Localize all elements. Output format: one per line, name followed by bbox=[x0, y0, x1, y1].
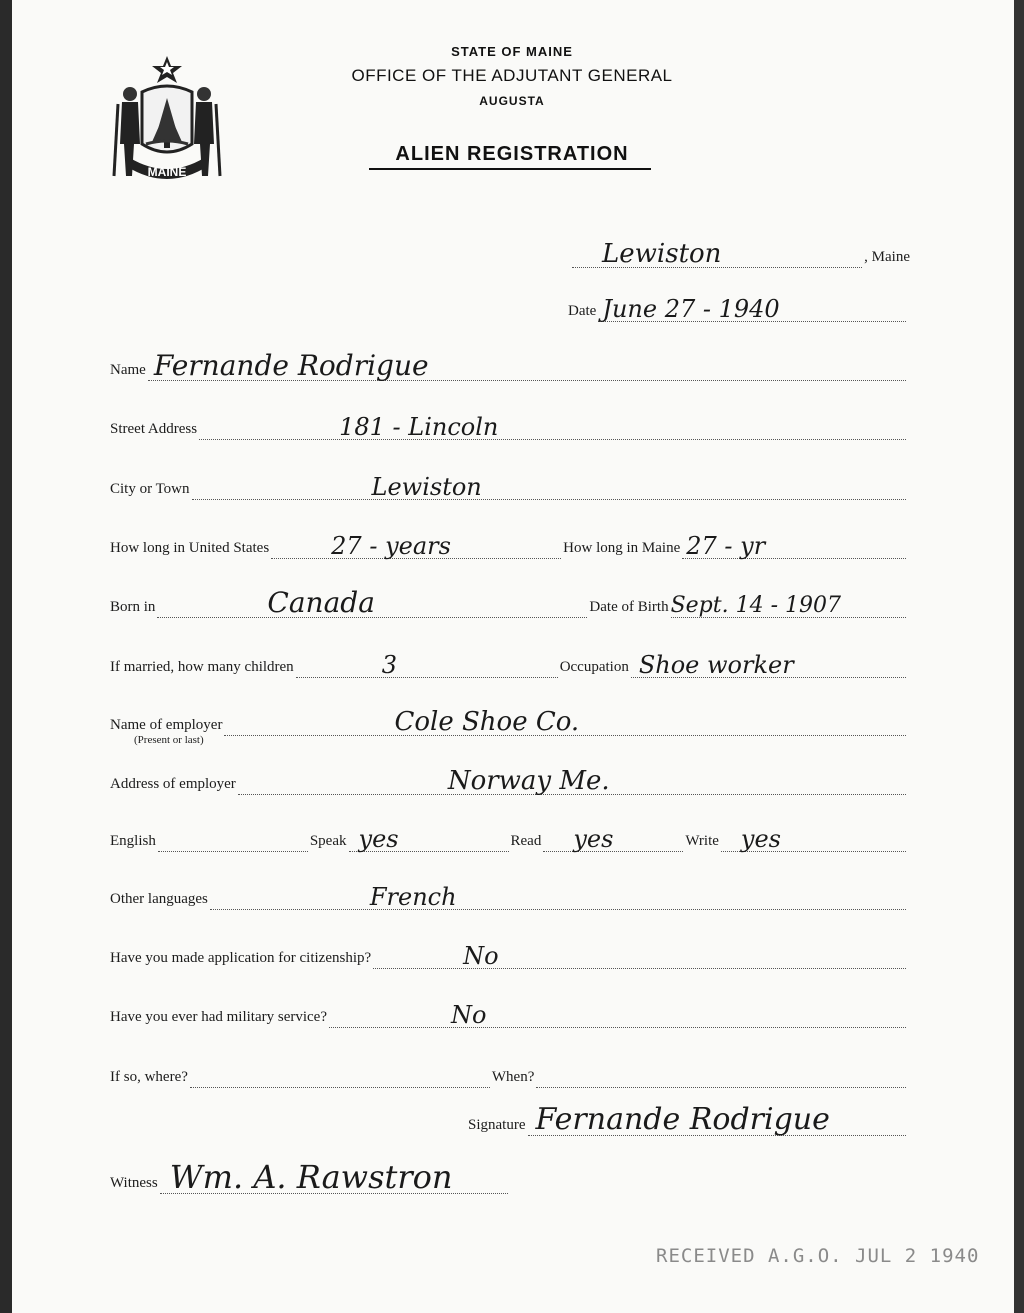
write-label: Write bbox=[685, 833, 719, 849]
citizenship-row bbox=[110, 942, 908, 970]
english-row bbox=[110, 825, 908, 853]
witness-row bbox=[110, 1158, 510, 1196]
born-label: Born in bbox=[110, 599, 156, 615]
us-label: How long in United States bbox=[110, 540, 270, 556]
military-line[interactable] bbox=[329, 1001, 906, 1029]
citizenship-value: No bbox=[463, 942, 499, 970]
military-value: No bbox=[451, 1001, 487, 1029]
speak-label: Speak bbox=[309, 833, 347, 849]
maine-line[interactable] bbox=[682, 532, 906, 560]
dob-value: Sept. 14 - 1907 bbox=[670, 593, 841, 618]
name-label: Name bbox=[110, 362, 146, 378]
military-label: Have you ever had military service? bbox=[110, 1009, 327, 1025]
other-languages-line[interactable] bbox=[210, 883, 906, 911]
citizenship-line[interactable] bbox=[373, 942, 906, 970]
occupation-line[interactable] bbox=[631, 651, 906, 679]
form-title: ALIEN REGISTRATION bbox=[395, 143, 629, 165]
scan-edge-left bbox=[0, 0, 12, 1313]
scan-edge-right bbox=[1014, 0, 1024, 1313]
family-row bbox=[110, 651, 908, 679]
maine-value: 27 - yr bbox=[686, 532, 766, 560]
town-suffix: , Maine bbox=[864, 249, 910, 265]
when-label: When? bbox=[491, 1069, 535, 1085]
born-line[interactable] bbox=[157, 586, 587, 619]
signature-row bbox=[468, 1102, 908, 1137]
employer-address-line[interactable] bbox=[238, 766, 906, 796]
signature-line[interactable] bbox=[528, 1102, 907, 1137]
employer-label: Name of employer bbox=[110, 717, 223, 733]
dob-label: Date of Birth bbox=[589, 599, 669, 615]
signature-value: Fernande Rodrigue bbox=[535, 1102, 830, 1137]
received-stamp: RECEIVED A.G.O. JUL 2 1940 bbox=[656, 1245, 980, 1267]
english-label: English bbox=[110, 833, 156, 849]
children-line[interactable] bbox=[296, 651, 558, 679]
city-row bbox=[110, 473, 908, 501]
birth-row bbox=[110, 586, 908, 619]
header-office: OFFICE OF THE ADJUTANT GENERAL bbox=[351, 66, 673, 85]
witness-label: Witness bbox=[110, 1175, 158, 1191]
witness-value: Wm. A. Rawstron bbox=[169, 1158, 453, 1196]
date-line[interactable] bbox=[598, 295, 906, 323]
street-row bbox=[110, 413, 908, 441]
name-value: Fernande Rodrigue bbox=[153, 349, 429, 382]
employer-address-value: Norway Me. bbox=[447, 766, 610, 796]
header-city: AUGUSTA bbox=[479, 94, 545, 108]
name-row bbox=[110, 349, 908, 382]
other-languages-value: French bbox=[369, 883, 457, 911]
name-line[interactable] bbox=[148, 349, 906, 382]
employer-line[interactable] bbox=[224, 707, 906, 737]
read-value: yes bbox=[573, 825, 614, 853]
employer-address-row bbox=[110, 766, 908, 796]
maine-label: How long in Maine bbox=[563, 540, 681, 556]
witness-line[interactable] bbox=[160, 1158, 508, 1196]
children-label: If married, how many children bbox=[110, 659, 294, 675]
street-value: 181 - Lincoln bbox=[339, 413, 499, 441]
when-line[interactable] bbox=[536, 1065, 906, 1088]
occupation-label: Occupation bbox=[559, 659, 629, 675]
service-detail-row bbox=[110, 1064, 908, 1088]
other-languages-row bbox=[110, 883, 908, 911]
city-label: City or Town bbox=[110, 481, 190, 497]
write-value: yes bbox=[740, 825, 781, 853]
street-line[interactable] bbox=[199, 413, 906, 441]
speak-value: yes bbox=[358, 825, 399, 853]
street-label: Street Address bbox=[110, 421, 198, 437]
speak-line[interactable] bbox=[349, 825, 509, 853]
us-value: 27 - years bbox=[331, 532, 451, 560]
write-line[interactable] bbox=[721, 825, 906, 853]
citizenship-label: Have you made application for citizenship? bbox=[110, 950, 372, 966]
where-label: If so, where? bbox=[110, 1069, 188, 1085]
other-languages-label: Other languages bbox=[110, 891, 208, 907]
city-line[interactable] bbox=[192, 473, 906, 501]
date-value: June 27 - 1940 bbox=[602, 295, 780, 323]
city-value: Lewiston bbox=[371, 473, 482, 501]
town-value: Lewiston bbox=[602, 239, 722, 269]
residence-row bbox=[110, 532, 908, 560]
employer-row bbox=[110, 707, 908, 737]
town-line[interactable] bbox=[572, 239, 862, 269]
where-line[interactable] bbox=[190, 1065, 490, 1088]
english-line bbox=[158, 829, 308, 852]
svg-text:MAINE: MAINE bbox=[147, 165, 187, 179]
born-value: Canada bbox=[267, 586, 375, 619]
date-label: Date bbox=[568, 303, 597, 319]
military-row bbox=[110, 1001, 908, 1029]
dob-line[interactable] bbox=[671, 595, 906, 618]
date-row bbox=[568, 295, 908, 323]
employer-sublabel: (Present or last) bbox=[134, 734, 204, 746]
children-value: 3 bbox=[381, 651, 397, 679]
employer-address-label: Address of employer bbox=[110, 776, 236, 792]
us-line[interactable] bbox=[271, 532, 561, 560]
title-underline bbox=[369, 168, 651, 170]
read-line[interactable] bbox=[543, 825, 683, 853]
header-state: STATE OF MAINE bbox=[451, 44, 573, 59]
signature-label: Signature bbox=[468, 1117, 526, 1133]
read-label: Read bbox=[510, 833, 542, 849]
town-row bbox=[570, 239, 910, 269]
employer-value: Cole Shoe Co. bbox=[394, 707, 580, 737]
occupation-value: Shoe worker bbox=[638, 651, 794, 679]
